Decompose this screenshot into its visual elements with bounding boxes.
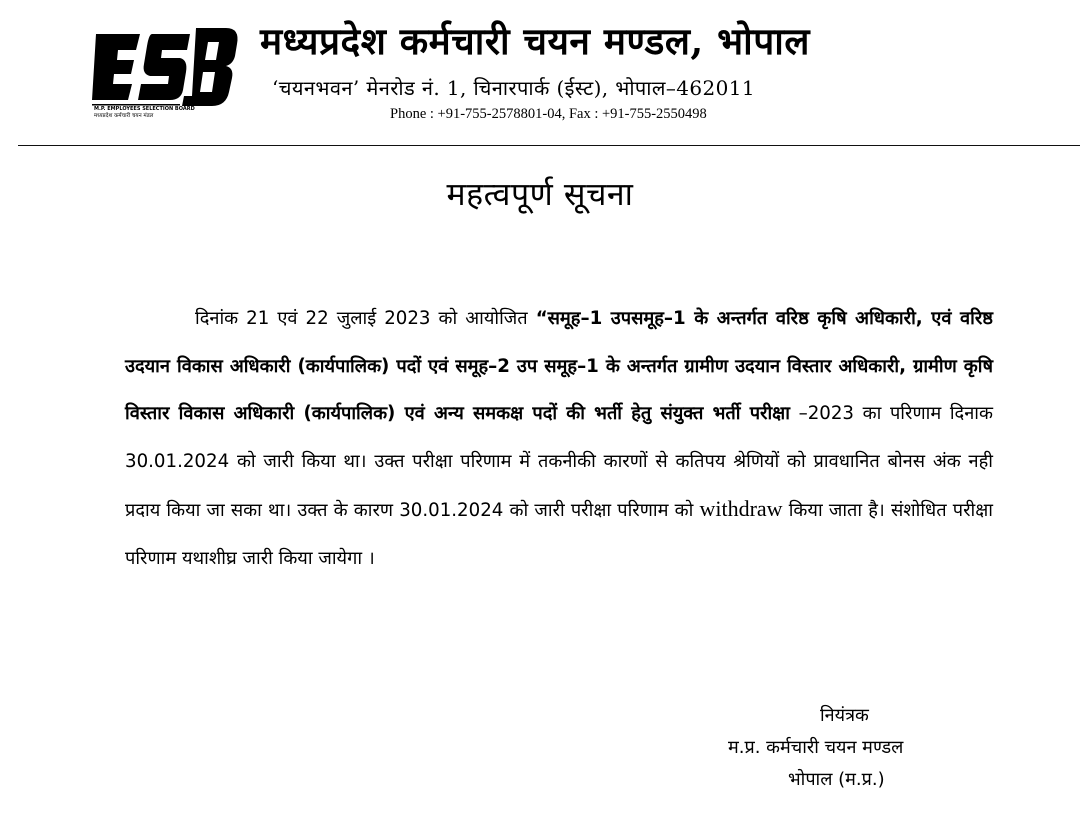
notice-details: –2023 का परिणाम दिनाक 30.01.2024 को जारी किया था। उक्त परीक्षा परिणाम में तकनीकी कारणों से कतिपय श्रेणियों को प्रावधानित बोनस अंक नही प्रदाय किया जा सका था। उक्त के कारण 30.01.2024 को जारी परीक्षा परिणाम को bbox=[125, 403, 993, 521]
logo-caption-hindi: मध्यप्रदेश कर्मचारी चयन मंडल bbox=[94, 113, 154, 118]
notice-withdraw-word: withdraw bbox=[699, 496, 783, 521]
notice-closing: किया जाता है। संशोधित परीक्षा परिणाम यथाशीघ्र जारी किया जायेगा । bbox=[125, 500, 994, 569]
logo-caption-english: M.P. EMPLOYEES SELECTION BOARD bbox=[94, 106, 195, 112]
signatory-city: भोपाल (म.प्र.) bbox=[788, 769, 885, 790]
header-divider bbox=[18, 145, 1080, 146]
notice-exam-name: “समूह–1 उपसमूह–1 के अन्तर्गत वरिष्ठ कृषि अधिकारी, एवं वरिष्ठ उदयान विकास अधिकारी (कार्यपालिक) पदों एवं समूह–2 उप समूह–1 के अन्तर्गत ग्रामीण उदयान विस्तार अधिकारी, ग्रामीण कृषि विस्तार विकास अधिकारी (कार्यपालिक) एवं अन्य समकक्ष पदों की भर्ती हेतु संयुक्त भर्ती परीक्षा bbox=[125, 308, 993, 424]
letterhead bbox=[0, 0, 1080, 150]
notice-body bbox=[125, 295, 993, 582]
signatory-title: नियंत्रक bbox=[820, 705, 869, 726]
notice-intro: दिनांक 21 एवं 22 जुलाई 2023 को आयोजित bbox=[195, 308, 536, 329]
esb-logo-graphic bbox=[92, 20, 242, 118]
organization-contact: Phone : +91-755-2578801-04, Fax : +91-755-2550498 bbox=[390, 106, 707, 122]
notice-title: महत्वपूर्ण सूचना bbox=[446, 175, 634, 213]
organization-address: ‘चयनभवन’ मेनरोड नं. 1, चिनारपार्क (ईस्ट), भोपाल–462011 bbox=[272, 76, 755, 100]
signatory-organization: म.प्र. कर्मचारी चयन मण्डल bbox=[728, 737, 904, 758]
organization-name: मध्यप्रदेश कर्मचारी चयन मण्डल, भोपाल bbox=[260, 19, 810, 63]
signature-block bbox=[700, 700, 970, 796]
esb-logo bbox=[92, 20, 242, 118]
